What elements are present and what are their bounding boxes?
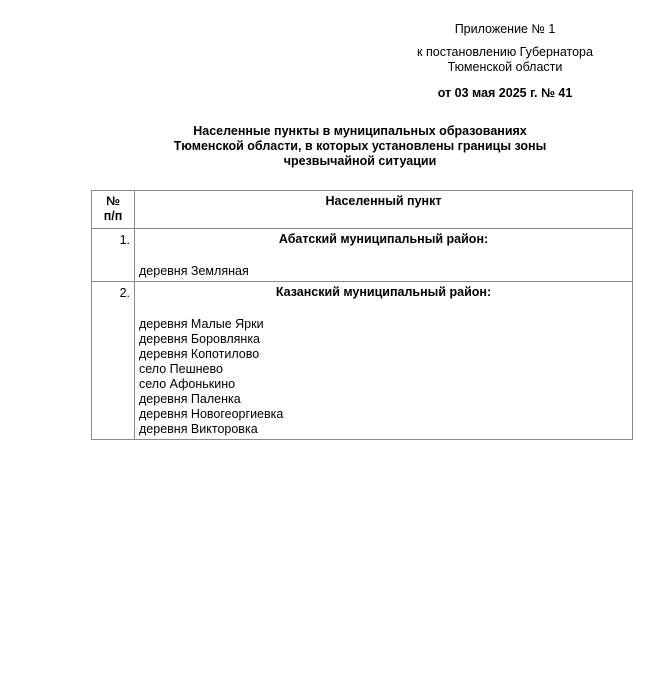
settlement-item: деревня Боровлянка	[139, 332, 261, 346]
header-number-sublabel: п/п	[103, 209, 123, 223]
district-name: Казанский муниципальный район:	[275, 285, 492, 299]
settlement-item: деревня Копотилово	[139, 347, 260, 361]
header-name-cell: Населенный пункт	[135, 191, 633, 229]
settlement-item: деревня Малые Ярки	[139, 317, 264, 331]
row-number: 1.	[92, 229, 135, 282]
header-number-label: №	[106, 194, 120, 208]
row-number: 2.	[92, 282, 135, 440]
appendix-date: от 03 мая 2025 г. № 41	[437, 86, 573, 100]
document-title	[90, 124, 630, 169]
appendix-region: Тюменской области	[447, 60, 563, 74]
district-name: Абатский муниципальный район:	[278, 232, 489, 246]
settlement-item: деревня Викторовка	[139, 422, 258, 436]
title-line: Населенные пункты в муниципальных образованиях	[193, 124, 527, 138]
appendix-reference: к постановлению Губернатора	[417, 45, 593, 59]
table-header-row	[92, 191, 633, 229]
header-number-cell	[92, 191, 135, 229]
settlement-item: деревня Земляная	[139, 264, 249, 278]
appendix-number: Приложение № 1	[454, 22, 556, 36]
settlement-item: деревня Новогеоргиевка	[139, 407, 284, 421]
settlement-item: деревня Паленка	[139, 392, 241, 406]
settlement-item: село Афонькино	[139, 377, 236, 391]
row-content	[135, 282, 633, 440]
settlements-table	[91, 190, 633, 440]
table-row	[92, 229, 633, 282]
title-line: Тюменской области, в которых установлены границы зоны	[173, 139, 547, 153]
row-content	[135, 229, 633, 282]
table-row	[92, 282, 633, 440]
title-line: чрезвычайной ситуации	[283, 154, 437, 168]
settlement-item: село Пешнево	[139, 362, 223, 376]
